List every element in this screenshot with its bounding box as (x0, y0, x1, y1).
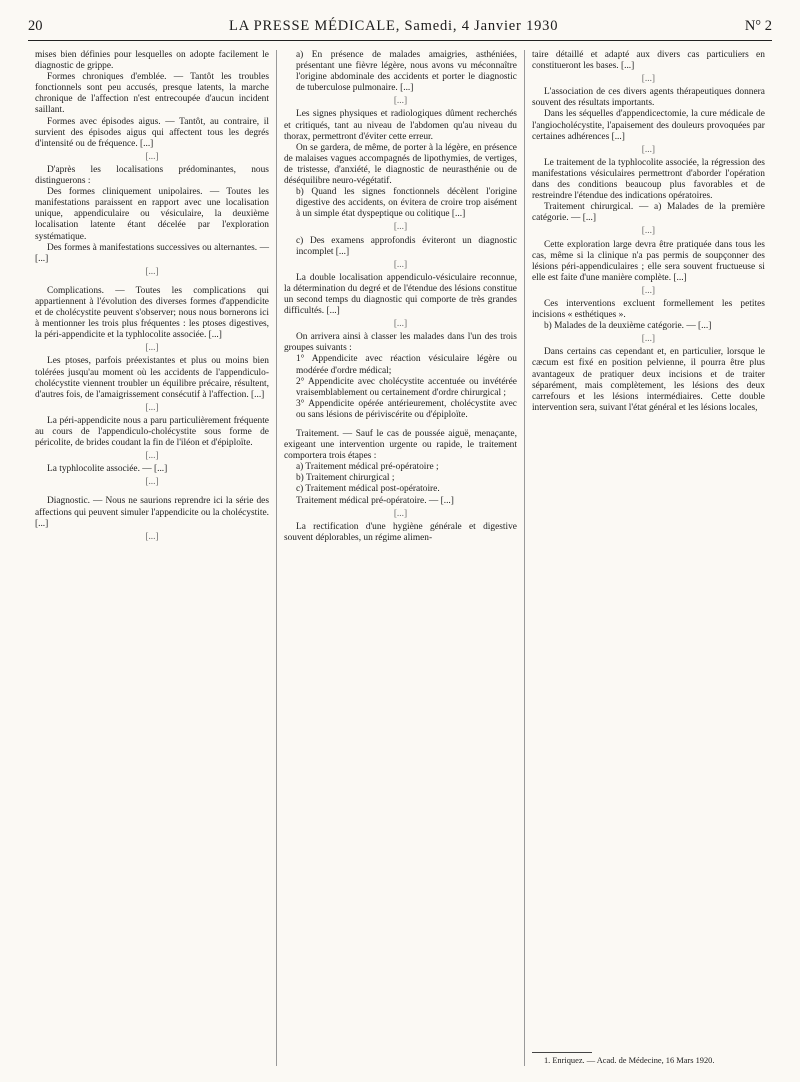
omitted-lines: [...] (145, 151, 159, 162)
paragraph: La double localisation appendiculo-vésiculaire reconnue, la détermination du degré et de l'étendue des lésions constitue un second temps du diagnostic qui comporte de très grandes difficultés. [...] (283, 272, 517, 317)
paragraph: Des formes à manifestations successives ou alternantes. — [...] (35, 242, 269, 264)
issue-number: N° 2 (744, 18, 772, 34)
column-1 (28, 50, 276, 1066)
paragraph: Complications. — Toutes les complications qui appartiennent à l'évolution des diverses formes d'appendicite et de cholécystite peuvent s'observer; nous nous bornerons ici à mentionner les trois plus fréquentes : les ptoses digestives, la péri-appendicite et la typhlocolite associée. [...] (35, 285, 269, 341)
omitted-lines: [...] (145, 531, 159, 542)
paragraph: Dans certains cas cependant et, en particulier, lorsque le cæcum est fixé en position pelvienne, il pourra être plus avantageux de pratiquer deux incisions et de traiter séparément, mais complètement, les lésions des deux carrefours et les lésions intermédiaires. Cette double intervention sera, suivant l'état général et les lésions locales, (531, 347, 765, 413)
omitted-lines: [...] (641, 74, 656, 85)
page-header (28, 18, 772, 41)
omitted-lines: [...] (393, 222, 408, 233)
paragraph: Le traitement de la typhlocolite associée, la régression des manifestations vésiculaires permettront d'aborder l'opération dans des conditions beaucoup plus favorables et de restreindre l'étendue des indications opératoires. (531, 157, 765, 202)
omitted-lines: [...] (393, 96, 408, 107)
omitted-lines: [...] (393, 508, 408, 519)
omitted-lines: [...] (641, 144, 656, 155)
omitted-lines: [...] (641, 285, 656, 296)
paragraph: Les ptoses, parfois préexistantes et plus ou moins bien tolérées jusqu'au moment où les accidents de l'appendiculo-cholécystite viennent troubler un équilibre précaire, résultent, d'autres fois, de l'amaigrissement consécutif à l'affection. [...] (35, 356, 269, 400)
omitted-lines: [...] (393, 319, 408, 330)
text-columns (28, 50, 772, 1066)
paragraph: La péri-appendicite nous a paru particulièrement fréquente au cours de l'appendiculo-cholécystite sous forme de péricolite, de brides coudant la fin de l'iléon et d'épiploïte. (35, 415, 269, 449)
paragraph: Traitement. — Sauf le cas de poussée aiguë, menaçante, exigeant une intervention urgente ou rapide, le traitement comportera trois étapes : (283, 429, 517, 462)
paragraph: La rectification d'une hygiène générale et digestive souvent déplorables, un régime alimen- (283, 521, 517, 543)
paragraph: a) En présence de malades amaigries, asthéniées, présentant une fièvre légère, nous avons vu méconnaître l'origine abdominale des accidents et porter le diagnostic de tuberculose pulmonaire. [...] (295, 50, 517, 94)
omitted-lines: [...] (145, 343, 159, 354)
paragraph: 2° Appendicite avec cholécystite accentuée ou invétérée vraisemblablement ou certainement d'ordre chirurgical ; (295, 376, 517, 398)
paragraph: Les signes physiques et radiologiques dûment recherchés et critiqués, tant au niveau de l'abdomen qu'au niveau du thorax, permettront d'éviter cette erreur. (283, 109, 517, 142)
paragraph: a) Traitement médical pré-opératoire ; (295, 462, 439, 473)
paragraph: Formes chroniques d'emblée. — Tantôt les troubles fonctionnels sont peu accusés, presque latents, la marche chronique de l'affection n'est entrecoupée d'aucun incident saillant. (35, 72, 269, 116)
paragraph: b) Malades de la deuxième catégorie. — [...] (543, 321, 712, 332)
omitted-lines: [...] (145, 451, 159, 462)
paragraph: mises bien définies pour lesquelles on adopte facilement le diagnostic de grippe. (35, 50, 269, 72)
paragraph: Traitement médical pré-opératoire. — [...] (295, 495, 454, 506)
paragraph: Des formes cliniquement unipolaires. — Toutes les manifestations paraissent en rapport avec une localisation unique, appendiculaire ou vésiculaire, la deuxième localisation latente étant décelée par l'exploration systématique. (35, 187, 269, 242)
page-number: 20 (28, 18, 43, 34)
footnote: 1. Enriquez. — Acad. de Médecine, 16 Mars 1920. (543, 1056, 715, 1065)
paragraph: Traitement chirurgical. — a) Malades de la première catégorie. — [...] (531, 202, 765, 224)
omitted-lines: [...] (145, 266, 159, 277)
omitted-lines: [...] (145, 402, 159, 413)
paragraph: Ces interventions excluent formellement les petites incisions « esthétiques ». (531, 298, 765, 321)
paragraph: c) Des examens approfondis éviteront un diagnostic incomplet [...] (295, 235, 517, 257)
paragraph: On arrivera ainsi à classer les malades dans l'un des trois groupes suivants : (283, 332, 517, 354)
journal-title: LA PRESSE MÉDICALE, Samedi, 4 Janvier 1930 (229, 18, 559, 34)
paragraph: Cette exploration large devra être pratiquée dans tous les cas, même si la clinique n'a pas permis de soupçonner des lésions péri-appendiculaires ; elle sera souvent fructueuse si elle est faite d'une manière complète. [...] (531, 239, 765, 283)
paragraph: 3° Appendicite opérée antérieurement, cholécystite avec ou sans lésions de périviscérite ou d'épiploïte. (295, 398, 517, 420)
footnote-rule (532, 1052, 592, 1053)
paragraph: Dans les séquelles d'appendicectomie, la cure médicale de l'angiocholécystite, l'apaisement des douleurs provoquées par certaines adhérences [...] (531, 109, 765, 142)
paragraph: 1° Appendicite avec réaction vésiculaire légère ou modérée d'ordre médical; (295, 354, 517, 376)
omitted-lines: [...] (641, 334, 656, 345)
omitted-lines: [...] (393, 259, 408, 270)
paragraph: taire détaillé et adapté aux divers cas particuliers en constitueront les bases. [...] (531, 50, 765, 72)
paragraph: b) Traitement chirurgical ; (295, 473, 395, 484)
paragraph: Diagnostic. — Nous ne saurions reprendre ici la série des affections qui peuvent simuler l'appendicite ou la cholécystite. [...] (35, 496, 269, 529)
paragraph: L'association de ces divers agents thérapeutiques donnera souvent des résultats importants. (531, 87, 765, 109)
column-2 (276, 50, 524, 1066)
paragraph: On se gardera, de même, de porter à la légère, en présence de malaises vagues accompagnés de lipothymies, de vertiges, de tristesse, d'anxiété, le diagnostic de neurasthénie ou de déséquilibre neuro-végétatif. (283, 142, 517, 187)
paragraph: La typhlocolite associée. — [...] (47, 464, 168, 475)
paragraph: Formes avec épisodes aigus. — Tantôt, au contraire, il survient des épisodes aigus qui affectent tous les degrés d'intensité ou de fréquence. [...] (35, 116, 269, 149)
paragraph: b) Quand les signes fonctionnels décèlent l'origine digestive des accidents, on évitera de croire trop aisément à un simple état dyspeptique ou colitique [...] (295, 187, 517, 220)
omitted-lines: [...] (145, 477, 159, 488)
paragraph: c) Traitement médical post-opératoire. (295, 484, 440, 495)
column-3 (524, 50, 772, 1066)
omitted-lines: [...] (641, 226, 656, 237)
paragraph: D'après les localisations prédominantes, nous distinguerons : (35, 164, 269, 187)
